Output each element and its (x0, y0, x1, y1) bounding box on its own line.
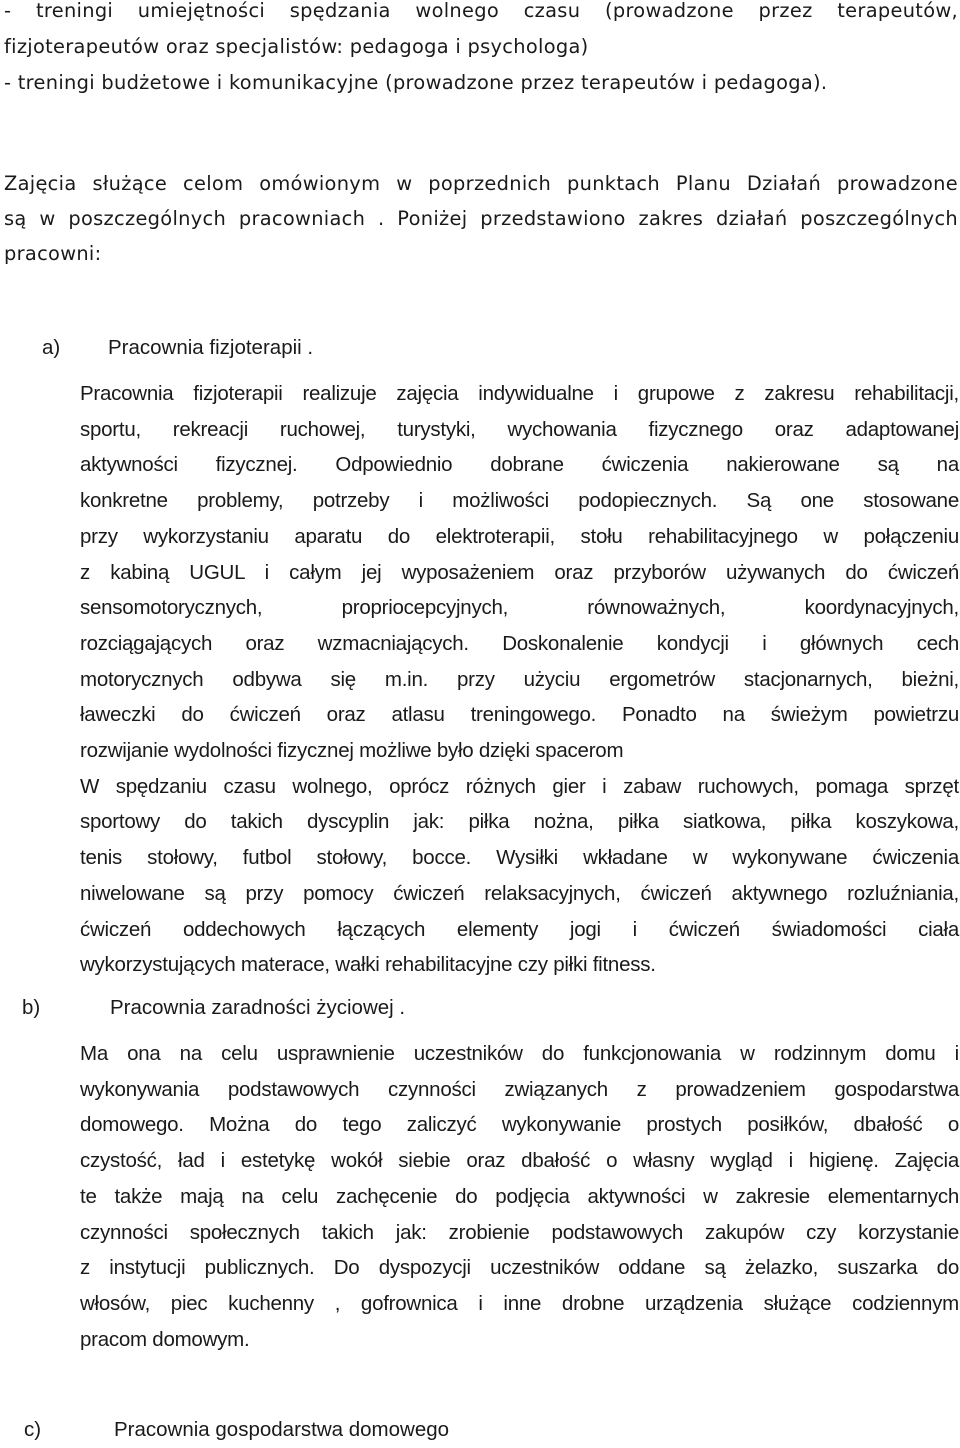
section-b-body (80, 1036, 959, 1357)
text-line: niwelowane są przy pomocy ćwiczeń relaksacyjnych, ćwiczeń aktywnego rozluźniania, (80, 881, 959, 905)
list-letter: c) (24, 1418, 42, 1441)
list-letter: b) (22, 996, 41, 1019)
intro-paragraph (4, 0, 958, 101)
text-line: rozciągających oraz wzmacniających. Doskonalenie kondycji i głównych cech (80, 631, 959, 655)
text-line: sensomotorycznych, propriocepcyjnych, równoważnych, koordynacyjnych, (80, 596, 959, 620)
text-line: sportowy do takich dyscyplin jak: piłka nożna, piłka siatkowa, piłka koszykowa, (80, 810, 959, 834)
text-line: ławeczki do ćwiczeń oraz atlasu treningowego. Ponadto na świeżym powietrzu (80, 703, 959, 727)
list-letter: a) (42, 336, 61, 359)
section-title: Pracownia zaradności życiowej . (110, 996, 406, 1019)
text-line: te także mają na celu zachęcenie do podjęcia aktywności w zakresie elementarnych (80, 1184, 959, 1208)
text-line: wykonywania podstawowych czynności związanych z prowadzeniem gospodarstwa (80, 1077, 959, 1101)
section-c-heading (24, 1412, 449, 1448)
text-line: rozwijanie wydolności fizycznej możliwe było dzięki spacerom (80, 739, 624, 763)
text-line: konkretne problemy, potrzeby i możliwości podopiecznych. Są one stosowane (80, 489, 959, 513)
text-line: domowego. Można do tego zaliczyć wykonywanie prostych posiłków, dbałość o (80, 1113, 959, 1137)
text-line: włosów, piec kuchenny , gofrownica i inne drobne urządzenia służące codziennym (80, 1291, 959, 1315)
text-line: Pracownia fizjoterapii realizuje zajęcia indywidualne i grupowe z zakresu rehabilitacji, (80, 382, 959, 405)
text-line: motorycznych odbywa się m.in. przy użyciu ergometrów stacjonarnych, bieżni, (80, 667, 959, 691)
section-a-heading (42, 330, 313, 366)
text-line: W spędzaniu czasu wolnego, oprócz różnych gier i zabaw ruchowych, pomaga sprzęt (80, 774, 959, 798)
text-line: z kabiną UGUL i całym jej wyposażeniem oraz przyborów używanych do ćwiczeń (80, 560, 959, 584)
text-line: pracom domowym. (80, 1327, 250, 1351)
section-a-body (80, 376, 959, 983)
text-line: sportu, rekreacji ruchowej, turystyki, wychowania fizycznego oraz adaptowanej (80, 417, 959, 441)
text-line: Zajęcia służące celom omówionym w poprzednich punktach Planu Działań prowadzone (4, 172, 958, 195)
section-b-heading (22, 990, 405, 1026)
text-line: tenis stołowy, futbol stołowy, bocce. Wysiłki wkładane w wykonywane ćwiczenia (80, 846, 959, 870)
text-line: - treningi budżetowe i komunikacyjne (prowadzone przez terapeutów i pedagoga). (4, 71, 828, 94)
text-line: ćwiczeń oddechowych łączących elementy jogi i ćwiczeń świadomości ciała (80, 917, 959, 941)
text-line: Ma ona na celu usprawnienie uczestników do funkcjonowania w rodzinnym domu i (80, 1042, 959, 1065)
text-line: wykorzystujących materace, wałki rehabilitacyjne czy piłki fitness. (80, 953, 656, 977)
section-title: Pracownia gospodarstwa domowego (114, 1418, 450, 1441)
section-title: Pracownia fizjoterapii . (108, 336, 314, 359)
text-line: z instytucji publicznych. Do dyspozycji uczestników oddane są żelazko, suszarka do (80, 1256, 959, 1280)
plan-paragraph (4, 166, 958, 271)
text-line: przy wykorzystaniu aparatu do elektroterapii, stołu rehabilitacyjnego w połączeniu (80, 524, 959, 548)
text-line: czystość, ład i estetykę wokół siebie oraz dbałość o własny wygląd i higienę. Zajęcia (80, 1149, 959, 1173)
text-line: aktywności fizycznej. Odpowiednio dobrane ćwiczenia nakierowane są na (80, 453, 959, 477)
text-line: - treningi umiejętności spędzania wolnego czasu (prowadzone przez terapeutów, (4, 0, 958, 22)
text-line: pracowni: (4, 242, 102, 265)
text-line: czynności społecznych takich jak: zrobienie podstawowych zakupów czy korzystanie (80, 1220, 959, 1244)
text-line: fizjoterapeutów oraz specjalistów: pedagoga i psychologa) (4, 35, 589, 58)
text-line: są w poszczególnych pracowniach . Poniżej przedstawiono zakres działań poszczególnych (4, 207, 958, 230)
